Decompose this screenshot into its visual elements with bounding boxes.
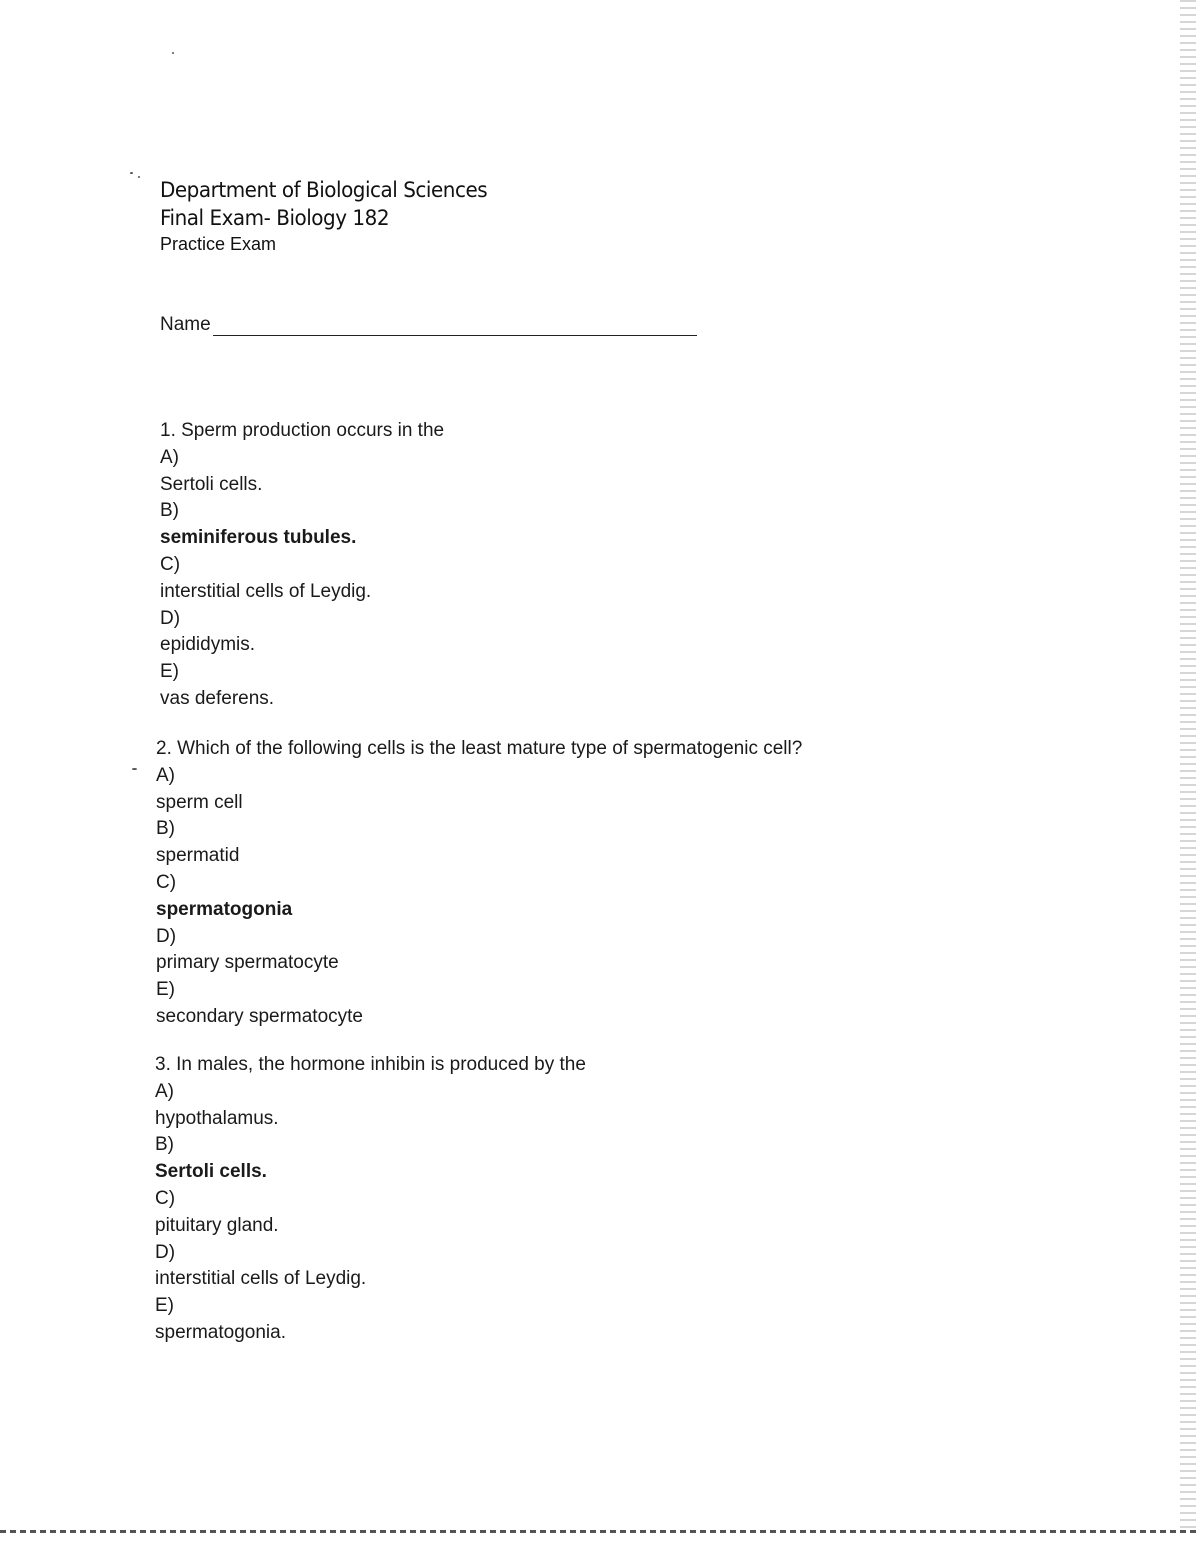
option-text: vas deferens. [160, 687, 275, 709]
question-stem: 2. Which of the following cells is the least mature type of spermatogenic cell? [156, 738, 803, 759]
option-letter: A) [156, 764, 175, 786]
option-text: epididymis. [160, 634, 256, 656]
option-text: hypothalamus. [155, 1107, 279, 1129]
option-letter: C) [160, 553, 181, 575]
option-letter: C) [155, 1187, 176, 1209]
option-text: interstitial cells of Leydig. [155, 1268, 367, 1290]
option-letter: D) [155, 1241, 176, 1263]
option-letter: E) [156, 979, 175, 1001]
exam-header [160, 176, 504, 256]
option-letter: D) [160, 607, 181, 629]
name-blank-line[interactable] [213, 315, 697, 336]
option-letter: E) [160, 661, 179, 683]
option-letter: B) [160, 500, 179, 522]
option-text: spermatid [156, 845, 240, 867]
option-text-correct: spermatogonia [156, 898, 293, 920]
option-letter: A) [155, 1080, 174, 1102]
option-letter: B) [155, 1134, 174, 1156]
option-text-correct: seminiferous tubules. [160, 527, 357, 549]
scan-edge-bottom [0, 1530, 1200, 1533]
question-stem: 1. Sperm production occurs in the [160, 420, 445, 441]
name-label: Name [160, 314, 211, 335]
exam-subtitle: Practice Exam [160, 234, 277, 254]
department-title: Department of Biological Sciences [160, 178, 488, 202]
option-letter: E) [155, 1295, 174, 1317]
scan-speck [130, 172, 133, 174]
scan-edge-right [1180, 0, 1196, 1530]
option-letter: D) [156, 925, 177, 947]
option-text: primary spermatocyte [156, 952, 339, 974]
question-2 [156, 736, 802, 1031]
option-text: interstitial cells of Leydig. [160, 580, 372, 602]
course-title: Final Exam- Biology 182 [160, 206, 390, 230]
option-text-correct: Sertoli cells. [155, 1161, 267, 1183]
question-1 [160, 418, 444, 713]
option-text: sperm cell [156, 791, 243, 813]
option-letter: B) [156, 818, 175, 840]
option-letter: C) [156, 871, 177, 893]
option-text: spermatogonia. [155, 1321, 286, 1343]
option-text: Sertoli cells. [160, 473, 263, 495]
name-field [160, 314, 697, 336]
scan-speck [132, 768, 137, 770]
scan-speck [172, 52, 174, 54]
question-stem: 3. In males, the hormone inhibin is produced by the [155, 1054, 586, 1075]
option-text: pituitary gland. [155, 1214, 279, 1236]
scan-speck [138, 176, 140, 178]
question-3 [155, 1052, 586, 1347]
option-text: secondary spermatocyte [156, 1005, 363, 1027]
option-letter: A) [160, 446, 179, 468]
